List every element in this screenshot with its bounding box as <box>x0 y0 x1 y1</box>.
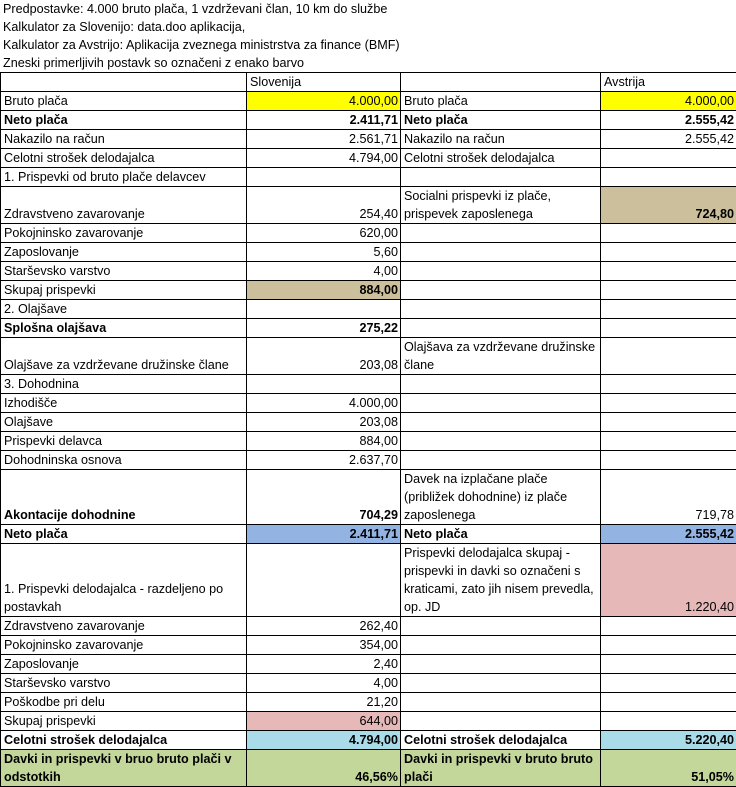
table-row <box>1 130 736 149</box>
austria-value-cell[interactable] <box>601 674 736 693</box>
austria-value-cell[interactable]: 2.555,42 <box>601 111 736 130</box>
table-row <box>1 92 736 111</box>
table-row <box>1 187 736 224</box>
austria-value-cell[interactable] <box>601 338 736 375</box>
table-row <box>1 731 736 750</box>
slovenia-label-cell[interactable]: Zaposlovanje <box>1 243 247 262</box>
austria-label-cell[interactable]: Nakazilo na račun <box>401 130 601 149</box>
intro-line-color-note: Zneski primerljivih postavk so označeni z enako barvo <box>0 54 736 72</box>
austria-label-cell[interactable]: Davki in prispevki v bruto bruto plači <box>401 750 601 787</box>
slovenia-label-cell[interactable]: Pokojninsko zavarovanje <box>1 636 247 655</box>
slovenia-label-cell[interactable]: Izhodišče <box>1 394 247 413</box>
austria-label-cell[interactable] <box>401 451 601 470</box>
austria-label-cell[interactable] <box>401 262 601 281</box>
slovenia-label-cell[interactable]: Nakazilo na račun <box>1 130 247 149</box>
table-row <box>1 432 736 451</box>
austria-label-cell[interactable]: Celotni strošek delodajalca <box>401 149 601 168</box>
austria-label-cell[interactable] <box>401 693 601 712</box>
austria-label-cell[interactable] <box>401 617 601 636</box>
table-row <box>1 243 736 262</box>
austria-value-cell[interactable] <box>601 432 736 451</box>
table-row <box>1 617 736 636</box>
austria-value-cell[interactable]: 1.220,40 <box>601 544 736 617</box>
austria-label-cell[interactable] <box>401 432 601 451</box>
table-row <box>1 674 736 693</box>
table-row <box>1 262 736 281</box>
slovenia-value-cell[interactable]: 21,20 <box>247 693 401 712</box>
austria-label-cell[interactable]: Bruto plača <box>401 92 601 111</box>
austria-value-cell[interactable] <box>601 149 736 168</box>
slovenia-label-cell[interactable]: Zdravstveno zavarovanje <box>1 617 247 636</box>
slovenia-value-cell[interactable]: 2.411,71 <box>247 525 401 544</box>
austria-value-cell[interactable] <box>601 413 736 432</box>
austria-value-cell[interactable] <box>601 375 736 394</box>
slovenia-value-cell[interactable]: 2,40 <box>247 655 401 674</box>
table-row <box>1 338 736 375</box>
slovenia-value-cell[interactable]: 203,08 <box>247 338 401 375</box>
comparison-table <box>0 72 736 787</box>
header-austria: Avstrija <box>601 73 736 92</box>
slovenia-label-cell[interactable]: Davki in prispevki v bruo bruto plači v odstotkih <box>1 750 247 787</box>
austria-value-cell[interactable]: 2.555,42 <box>601 130 736 149</box>
slovenia-value-cell[interactable] <box>247 375 401 394</box>
intro-line-slovenia-calculator: Kalkulator za Slovenijo: data.doo aplikacija, <box>0 18 736 36</box>
slovenia-label-cell[interactable]: Skupaj prispevki <box>1 281 247 300</box>
table-row <box>1 693 736 712</box>
slovenia-label-cell[interactable]: Bruto plača <box>1 92 247 111</box>
austria-value-cell[interactable] <box>601 655 736 674</box>
austria-value-cell[interactable] <box>601 394 736 413</box>
slovenia-value-cell[interactable] <box>247 544 401 617</box>
slovenia-value-cell[interactable]: 4,00 <box>247 674 401 693</box>
slovenia-value-cell[interactable] <box>247 168 401 187</box>
slovenia-value-cell[interactable]: 5,60 <box>247 243 401 262</box>
austria-label-cell[interactable]: Olajšava za vzdrževane družinske člane <box>401 338 601 375</box>
austria-value-cell[interactable]: 4.000,00 <box>601 92 736 111</box>
slovenia-value-cell[interactable]: 2.411,71 <box>247 111 401 130</box>
slovenia-value-cell[interactable]: 704,29 <box>247 470 401 525</box>
austria-label-cell[interactable] <box>401 243 601 262</box>
table-row <box>1 544 736 617</box>
austria-value-cell[interactable]: 5.220,40 <box>601 731 736 750</box>
slovenia-label-cell[interactable]: Dohodninska osnova <box>1 451 247 470</box>
austria-label-cell[interactable] <box>401 319 601 338</box>
austria-value-cell[interactable] <box>601 224 736 243</box>
austria-label-cell[interactable]: Davek na izplačane plače (približek dohodnine) iz plače zaposlenega <box>401 470 601 525</box>
austria-value-cell[interactable] <box>601 319 736 338</box>
slovenia-value-cell[interactable]: 275,22 <box>247 319 401 338</box>
slovenia-value-cell[interactable] <box>247 300 401 319</box>
table-row <box>1 413 736 432</box>
table-row <box>1 375 736 394</box>
slovenia-value-cell[interactable]: 884,00 <box>247 432 401 451</box>
slovenia-value-cell[interactable]: 4.794,00 <box>247 149 401 168</box>
slovenia-label-cell[interactable]: 1. Prispevki delodajalca - razdeljeno po postavkah <box>1 544 247 617</box>
austria-label-cell[interactable] <box>401 394 601 413</box>
slovenia-label-cell[interactable]: Olajšave za vzdrževane družinske člane <box>1 338 247 375</box>
slovenia-value-cell[interactable]: 4.000,00 <box>247 92 401 111</box>
table-row <box>1 655 736 674</box>
slovenia-label-cell[interactable]: Zaposlovanje <box>1 655 247 674</box>
slovenia-label-cell[interactable]: 1. Prispevki od bruto plače delavcev <box>1 168 247 187</box>
header-empty-cell <box>1 73 247 92</box>
austria-value-cell[interactable] <box>601 300 736 319</box>
austria-value-cell[interactable] <box>601 617 736 636</box>
slovenia-label-cell[interactable]: Akontacije dohodnine <box>1 470 247 525</box>
slovenia-label-cell[interactable]: Starševsko varstvo <box>1 674 247 693</box>
table-row <box>1 750 736 787</box>
table-row <box>1 525 736 544</box>
austria-value-cell[interactable] <box>601 451 736 470</box>
header-slovenia: Slovenija <box>247 73 401 92</box>
slovenia-value-cell[interactable]: 4.794,00 <box>247 731 401 750</box>
slovenia-value-cell[interactable]: 4.000,00 <box>247 394 401 413</box>
austria-value-cell[interactable]: 719,78 <box>601 470 736 525</box>
austria-value-cell[interactable]: 724,80 <box>601 187 736 224</box>
slovenia-label-cell[interactable]: Neto plača <box>1 525 247 544</box>
slovenia-label-cell[interactable]: Celotni strošek delodajalca <box>1 731 247 750</box>
austria-value-cell[interactable] <box>601 168 736 187</box>
table-row <box>1 224 736 243</box>
austria-label-cell[interactable] <box>401 281 601 300</box>
slovenia-label-cell[interactable]: Prispevki delavca <box>1 432 247 451</box>
austria-value-cell[interactable] <box>601 281 736 300</box>
austria-label-cell[interactable] <box>401 375 601 394</box>
slovenia-value-cell[interactable]: 2.637,70 <box>247 451 401 470</box>
slovenia-label-cell[interactable]: Starševsko varstvo <box>1 262 247 281</box>
slovenia-value-cell[interactable]: 254,40 <box>247 187 401 224</box>
table-row <box>1 149 736 168</box>
austria-label-cell[interactable]: Socialni prispevki iz plače, prispevek zaposlenega <box>401 187 601 224</box>
slovenia-label-cell[interactable]: Neto plača <box>1 111 247 130</box>
slovenia-label-cell[interactable]: 3. Dohodnina <box>1 375 247 394</box>
slovenia-label-cell[interactable]: Olajšave <box>1 413 247 432</box>
austria-value-cell[interactable] <box>601 636 736 655</box>
austria-label-cell[interactable] <box>401 674 601 693</box>
intro-line-assumptions: Predpostavke: 4.000 bruto plača, 1 vzdrževani član, 10 km do službe <box>0 0 736 18</box>
austria-label-cell[interactable]: Neto plača <box>401 111 601 130</box>
austria-value-cell[interactable] <box>601 712 736 731</box>
slovenia-value-cell[interactable]: 644,00 <box>247 712 401 731</box>
table-row <box>1 451 736 470</box>
slovenia-label-cell[interactable]: Celotni strošek delodajalca <box>1 149 247 168</box>
table-row <box>1 394 736 413</box>
austria-label-cell[interactable] <box>401 413 601 432</box>
table-row <box>1 470 736 525</box>
slovenia-value-cell[interactable]: 884,00 <box>247 281 401 300</box>
table-row <box>1 281 736 300</box>
slovenia-value-cell[interactable]: 262,40 <box>247 617 401 636</box>
slovenia-label-cell[interactable]: Poškodbe pri delu <box>1 693 247 712</box>
austria-value-cell[interactable]: 2.555,42 <box>601 525 736 544</box>
austria-value-cell[interactable] <box>601 243 736 262</box>
slovenia-label-cell[interactable]: Pokojninsko zavarovanje <box>1 224 247 243</box>
austria-label-cell[interactable]: Neto plača <box>401 525 601 544</box>
austria-value-cell[interactable]: 51,05% <box>601 750 736 787</box>
austria-value-cell[interactable] <box>601 693 736 712</box>
slovenia-value-cell[interactable]: 620,00 <box>247 224 401 243</box>
table-row <box>1 712 736 731</box>
intro-line-austria-calculator: Kalkulator za Avstrijo: Aplikacija zveznega ministrstva za finance (BMF) <box>0 36 736 54</box>
slovenia-value-cell[interactable]: 354,00 <box>247 636 401 655</box>
austria-label-cell[interactable] <box>401 168 601 187</box>
table-row <box>1 319 736 338</box>
table-row <box>1 300 736 319</box>
slovenia-value-cell[interactable]: 203,08 <box>247 413 401 432</box>
austria-label-cell[interactable]: Celotni strošek delodajalca <box>401 731 601 750</box>
header-empty-cell <box>401 73 601 92</box>
austria-label-cell[interactable] <box>401 300 601 319</box>
table-row <box>1 636 736 655</box>
austria-label-cell[interactable] <box>401 224 601 243</box>
country-header-row <box>1 73 736 92</box>
table-row <box>1 168 736 187</box>
slovenia-label-cell[interactable]: Splošna olajšava <box>1 319 247 338</box>
slovenia-label-cell[interactable]: 2. Olajšave <box>1 300 247 319</box>
austria-label-cell[interactable] <box>401 712 601 731</box>
slovenia-value-cell[interactable]: 46,56% <box>247 750 401 787</box>
slovenia-label-cell[interactable]: Skupaj prispevki <box>1 712 247 731</box>
slovenia-label-cell[interactable]: Zdravstveno zavarovanje <box>1 187 247 224</box>
slovenia-value-cell[interactable]: 2.561,71 <box>247 130 401 149</box>
table-row <box>1 111 736 130</box>
austria-label-cell[interactable] <box>401 655 601 674</box>
slovenia-value-cell[interactable]: 4,00 <box>247 262 401 281</box>
austria-value-cell[interactable] <box>601 262 736 281</box>
austria-label-cell[interactable]: Prispevki delodajalca skupaj - prispevki in davki so označeni s kraticami, zato jih nisem prevedla, op. JD <box>401 544 601 617</box>
austria-label-cell[interactable] <box>401 636 601 655</box>
